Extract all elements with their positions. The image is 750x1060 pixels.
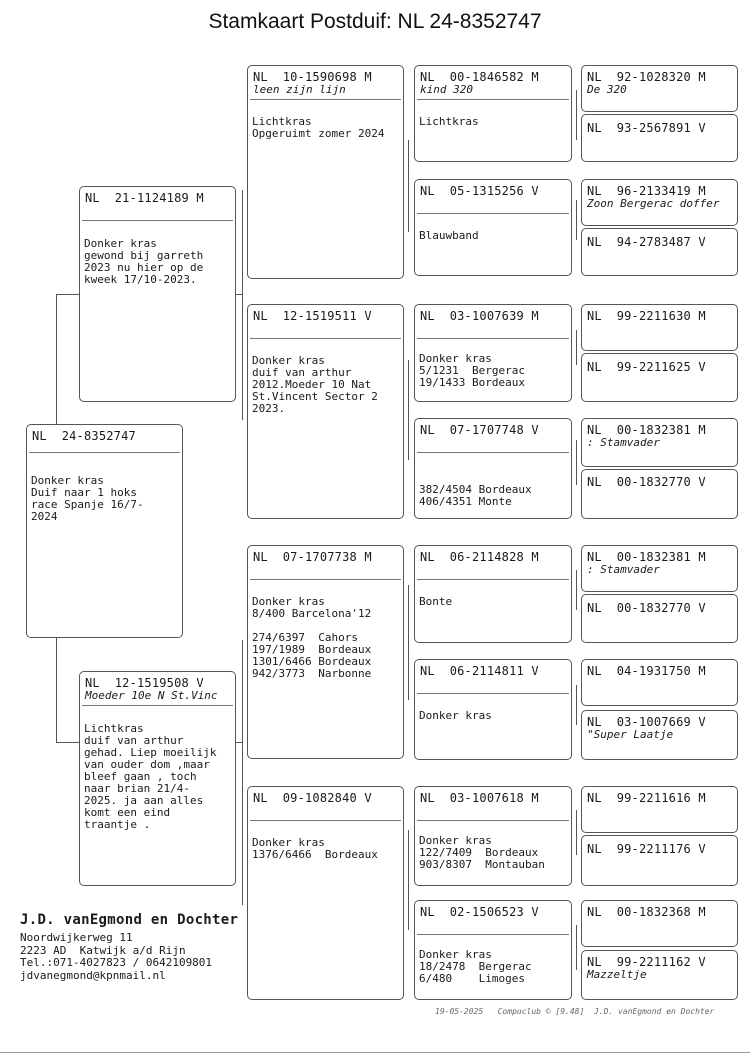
pigeon-card-mother [79,671,236,886]
pigeon-nickname: Moeder 10e N St.Vinc [85,689,218,702]
pigeon-nickname: Mazzeltje [587,968,647,981]
ring-number: NL 00-1832381 M [587,550,706,564]
pigeon-notes: 382/4504 Bordeaux 406/4351 Monte [419,483,532,508]
pigeon-nickname: Zoon Bergerac doffer [587,197,720,210]
divider [250,338,401,339]
pigeon-notes: Donker kras duif van arthur 2012.Moeder 10 Nat St.Vincent Sector 2 2023. [252,354,378,415]
ring-number: NL 24-8352747 [32,429,136,443]
ring-number: NL 12-1519511 V [253,309,372,323]
connector-line [576,440,577,485]
pigeon-card-gggp [581,179,738,226]
connector-line [242,640,243,905]
connector-line [235,294,243,295]
ring-number: NL 99-2211162 V [587,955,706,969]
ring-number: NL 07-1707748 V [420,423,539,437]
ring-number: NL 00-1832770 V [587,601,706,615]
pigeon-card-gggp [581,65,738,112]
pigeon-notes: Donker kras 8/400 Barcelona'12 274/6397 Cahors 197/1989 Bordeaux 1301/6466 Bordeaux 942/3773 Narbonne [252,595,372,680]
pigeon-card-subject [26,424,183,638]
connector-line [56,742,80,743]
connector-line [56,294,80,295]
pigeon-card-gf-maternal [247,545,404,759]
connector-line [408,830,409,930]
connector-line [235,742,243,743]
pigeon-notes: Lichtkras duif van arthur gehad. Liep moeilijk van ouder dom ,maar bleef gaan , toch naar brian 21/4- 2025. ja aan alles komt een eind traantje . [84,722,217,831]
connector-line [576,925,577,970]
pigeon-nickname: De 320 [587,83,627,96]
pigeon-nickname: : Stamvader [587,436,660,449]
pigeon-card-gggp [581,950,738,1000]
pigeon-card-ggp [414,659,572,760]
ring-number: NL 03-1007618 M [420,791,539,805]
pigeon-card-gggp [581,545,738,592]
pigeon-notes: Donker kras [419,709,492,722]
ring-number: NL 92-1028320 M [587,70,706,84]
divider [29,452,180,453]
page-title: Stamkaart Postduif: NL 24-8352747 [208,10,542,33]
ring-number: NL 03-1007669 V [587,715,706,729]
pigeon-card-ggp [414,65,572,162]
divider [417,934,569,935]
ring-number: NL 00-1832368 M [587,905,706,919]
pigeon-card-ggp [414,179,572,276]
pigeon-card-gm-paternal [247,304,404,519]
pigeon-notes: Donker kras gewond bij garreth 2023 nu hier op de kweek 17/10-2023. [84,237,204,286]
ring-number: NL 03-1007639 M [420,309,539,323]
pigeon-card-ggp [414,304,572,402]
pigeon-nickname: "Super Laatje [587,728,674,741]
pigeon-card-gggp [581,594,738,643]
ring-number: NL 21-1124189 M [85,191,204,205]
pigeon-nickname: kind 320 [420,83,473,96]
ring-number: NL 02-1506523 V [420,905,539,919]
divider [417,452,569,453]
pigeon-card-gggp [581,900,738,947]
divider [417,338,569,339]
footer-credit: 19-05-2025 Compuclub © [9.48] J.D. vanEgmond en Dochter [435,1007,715,1016]
connector-line [408,360,409,460]
divider [417,820,569,821]
connector-line [56,637,57,742]
ring-number: NL 05-1315256 V [420,184,539,198]
pigeon-card-gm-maternal [247,786,404,1000]
connector-line [56,294,57,426]
ring-number: NL 93-2567891 V [587,121,706,135]
connector-line [242,190,243,420]
pigeon-notes: Donker kras 122/7409 Bordeaux 903/8307 Montauban [419,834,545,871]
pigeon-notes: Blauwband [419,229,479,242]
divider [250,820,401,821]
connector-line [576,570,577,610]
connector-line [576,200,577,240]
pigeon-card-gggp [581,353,738,402]
ring-number: NL 96-2133419 M [587,184,706,198]
pigeon-notes: Donker kras 5/1231 Bergerac 19/1433 Bordeaux [419,352,525,389]
pigeon-notes: Lichtkras [419,115,479,128]
ring-number: NL 99-2211625 V [587,360,706,374]
divider [417,579,569,580]
connector-line [408,140,409,232]
breeder-name: J.D. vanEgmond en Dochter [20,912,239,928]
pigeon-card-gggp [581,418,738,467]
ring-number: NL 10-1590698 M [253,70,372,84]
divider [417,99,569,100]
pigeon-notes: Lichtkras Opgeruimt zomer 2024 [252,115,385,140]
pigeon-notes: Donker kras 1376/6466 Bordeaux [252,836,378,861]
divider [250,99,401,100]
ring-number: NL 99-2211630 M [587,309,706,323]
pigeon-card-gggp [581,114,738,162]
ring-number: NL 00-1832381 M [587,423,706,437]
ring-number: NL 99-2211616 M [587,791,706,805]
pigeon-card-gggp [581,469,738,519]
pigeon-card-gggp [581,786,738,833]
pigeon-card-ggp [414,545,572,643]
pigeon-notes: Donker kras Duif naar 1 hoks race Spanje 16/7- 2024 [31,474,144,523]
pigeon-notes: Bonte [419,595,453,608]
divider [82,705,233,706]
divider [82,220,233,221]
divider [417,213,569,214]
connector-line [576,330,577,365]
ring-number: NL 04-1931750 M [587,664,706,678]
pigeon-card-gggp [581,659,738,706]
ring-number: NL 06-2114811 V [420,664,539,678]
ring-number: NL 94-2783487 V [587,235,706,249]
divider [250,579,401,580]
pigeon-notes: Donker kras 18/2478 Bergerac 6/480 Limoges [419,948,532,985]
connector-line [576,810,577,855]
connector-line [576,685,577,725]
ring-number: NL 06-2114828 M [420,550,539,564]
pigeon-nickname: leen zijn lijn [253,83,346,96]
pigeon-card-gggp [581,304,738,351]
ring-number: NL 09-1082840 V [253,791,372,805]
pigeon-nickname: : Stamvader [587,563,660,576]
pigeon-card-gggp [581,710,738,760]
pigeon-card-ggp [414,418,572,519]
ring-number: NL 00-1846582 M [420,70,539,84]
ring-number: NL 99-2211176 V [587,842,706,856]
ring-number: NL 12-1519508 V [85,676,204,690]
connector-line [576,90,577,140]
pigeon-card-gggp [581,228,738,276]
breeder-address: Noordwijkerweg 11 2223 AD Katwijk a/d Rijn Tel.:071-4027823 / 0642109801 jdvanegmond@kpnmail.nl [20,931,213,982]
connector-line [408,585,409,700]
ring-number: NL 00-1832770 V [587,475,706,489]
pigeon-card-ggp [414,900,572,1000]
pigeon-card-father [79,186,236,402]
divider [0,1052,750,1053]
pigeon-card-ggp [414,786,572,886]
ring-number: NL 07-1707738 M [253,550,372,564]
breeder-info [20,912,238,982]
pigeon-card-gggp [581,835,738,886]
divider [417,693,569,694]
pigeon-card-gf-paternal [247,65,404,279]
